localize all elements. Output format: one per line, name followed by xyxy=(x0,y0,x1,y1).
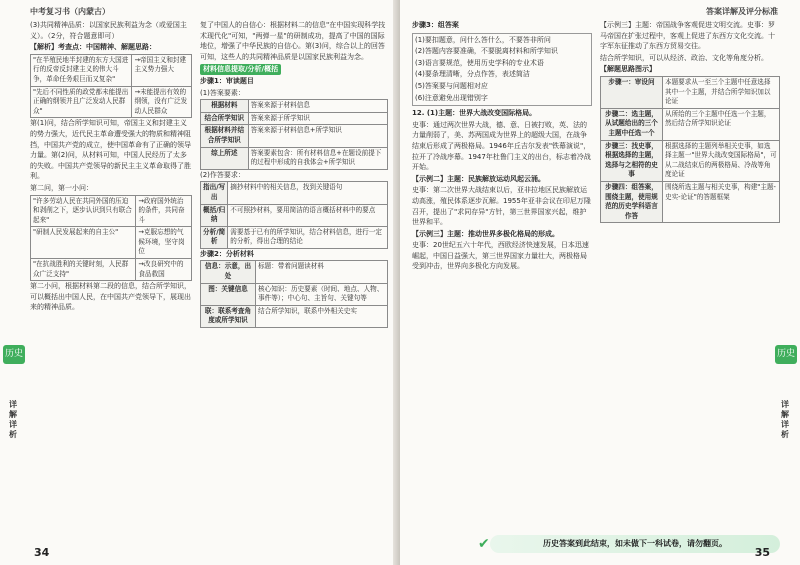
list-item: (6)注意避免出现错别字 xyxy=(415,93,488,102)
answer-rules-box xyxy=(412,33,592,107)
table-cell: 答案来源于所学知识 xyxy=(248,112,387,125)
table-cell: →未能提出有效的纲领，没有广泛发动人民群众 xyxy=(132,86,192,118)
right-header: 答案详解及评分标准 xyxy=(706,7,778,16)
table-row xyxy=(31,86,192,118)
side-label-right: 详解详析 xyxy=(781,400,789,439)
table-row xyxy=(201,283,388,305)
right-column-1 xyxy=(412,20,592,273)
table-row xyxy=(201,204,388,226)
right-page xyxy=(400,0,800,565)
table-cell: 根据选择的主题列举相关史事，如选择主题一"世界大战改变国际格局"，可从二战结束后的两极格局、冷战等角度论证 xyxy=(663,140,780,181)
table-cell: 从所给的三个主题中任选一个主题，然后结合所学知识论证 xyxy=(663,108,780,140)
table-cell: 根据材料并结合所学知识 xyxy=(201,125,249,147)
table-row xyxy=(31,54,192,86)
table-cell: →政府国外统治的条件，共同奋斗 xyxy=(136,195,192,227)
table-cell: 答案来源于材料信息 xyxy=(248,100,387,113)
table-row xyxy=(201,147,388,169)
paragraph: 复了中国人的自信心：根据材料二的信息"在中国实现科学技术现代化"可知，"两弹一星"的研制成功，提高了中国的国际地位，增强了中华民族的自信心。第(3)问，综合以上的回答可知，这些人的共同精神品质是以国家民族利益为念。 xyxy=(200,21,386,61)
table-cell: 联：联系考查角度或所学知识 xyxy=(201,305,256,327)
left-header: 中考复习书（内蒙古） xyxy=(30,7,110,16)
step-heading: 步骤2：分析材料 xyxy=(200,249,254,258)
end-banner-text: 历史答案到此结束，如未做下一科试卷，请勿翻页。 xyxy=(543,539,727,548)
table-cell: 结合所学知识，联系中外相关史实 xyxy=(256,305,388,327)
table-row xyxy=(201,182,388,204)
analysis-table-1 xyxy=(30,54,192,119)
strategy-heading: 【解题思路图示】 xyxy=(600,65,656,74)
table-cell: 概括/归纳 xyxy=(201,204,228,226)
table-cell: 摘抄材料中的相关信息，找到关键语句 xyxy=(228,182,388,204)
table-cell: 分析/简析 xyxy=(201,226,228,248)
list-item: (3)语言要规范，使用历史学科的专业术语 xyxy=(415,58,544,67)
table-cell: →帝国主义和封建主义势力强大 xyxy=(132,54,192,86)
example-heading: 【示例二】主题：民族解放运动风起云涌。 xyxy=(412,174,545,183)
table-row xyxy=(201,261,388,283)
check-icon: ✔ xyxy=(478,536,490,552)
paragraph: 第(1)问，结合所学知识可知，帝国主义和封建主义的势力强大，近代民主革命遭受强大的物质和精神阻挡，中国共产党的成立，使中国革命有了正确的领导力量。第(2)问，从材料可知，中国人民经历了太多的失败。中国共产党领导的新民主主义革命取得了胜利。 xyxy=(30,119,191,181)
example-heading: 【示例三】主题：推动世界多极化格局的形成。 xyxy=(412,229,559,238)
list-item: (4)要条理清晰，分点作答，表述简洁 xyxy=(415,70,530,79)
analysis-heading: 【解析】考查点：中国精神、解题思路： xyxy=(30,43,156,52)
table-cell: →改良研究中的食品救国 xyxy=(136,259,192,281)
page-number-right: 35 xyxy=(754,546,770,559)
table-cell: 步骤二：选主题，从试题给出的三个主题中任选一个 xyxy=(601,108,663,140)
table-row xyxy=(601,181,780,222)
table-cell: 根据材料 xyxy=(201,100,249,113)
table-row xyxy=(601,108,780,140)
paragraph: 第二小问，根据材料第二段的信息，结合所学知识，可以概括出中国人民，在中国共产党领导下，展现出来的精神品质。 xyxy=(30,282,191,312)
table-cell: 答案来源于材料信息+所学知识 xyxy=(248,125,387,147)
table-row xyxy=(201,100,388,113)
paragraph: 【示例三】主题：帝国战争客观促进文明交流。史事：罗马帝国在扩张过程中，客观上促进了东西方文化交流。十字军东征推动了东西方贸易交往。 xyxy=(600,21,775,51)
table-cell: "先后不同性质的政党都未能提出正确的纲领并且广泛发动人民群众" xyxy=(31,86,132,118)
table-cell: 本题要求从一至三个主题中任意选择其中一个主题，并结合所学知识加以论证 xyxy=(663,76,780,108)
table-cell: "在半殖民地半封建的东方大国进行的反帝反封建主义的伟大斗争，革命任务艰巨而又复杂" xyxy=(31,54,132,86)
right-column-2 xyxy=(600,20,780,223)
step-heading: 步骤3：组答案 xyxy=(412,21,459,29)
paragraph: 第二问，第一小问： xyxy=(30,183,93,192)
left-column-1 xyxy=(30,20,192,314)
table-cell: 图：关键信息 xyxy=(201,283,256,305)
analysis-table-2 xyxy=(30,195,192,282)
side-label-left: 详解详析 xyxy=(9,400,17,439)
page-number-left: 34 xyxy=(34,546,50,559)
table-cell: "研制人民发展起来的自主公" xyxy=(31,227,136,259)
table-row xyxy=(201,125,388,147)
subject-tab-left: 历史 xyxy=(3,345,25,364)
table-cell: 答案要素包含：所有材料信息+在题设前提下的过程中形成的自我体会+所学知识 xyxy=(248,147,387,169)
end-banner xyxy=(478,535,780,553)
paragraph: 史事：20世纪五六十年代，西欧经济快速发展，日本迅速崛起，中国日益强大，第三世界国家力量壮大，两极格局受到冲击，世界向多极化方向发展。 xyxy=(412,241,589,271)
table-cell: →克服忘想的气候环境，坚守岗位 xyxy=(136,227,192,259)
task-tag: 材料信息提取/分析/概括 xyxy=(200,64,281,75)
step-heading: 步骤1：审读题目 xyxy=(200,76,254,85)
paragraph: 结合所学知识，可以从经济、政治、文化等角度分析。 xyxy=(600,53,768,62)
paragraph: 史事：第二次世界大战结束以后，亚非拉地区民族解放运动高涨，殖民体系逐步瓦解。1955年亚非会议在印尼万隆召开，提出了"求同存异"方针，第三世界国家兴起，维护世界和平。 xyxy=(412,186,591,227)
sub-heading: (1)答案要素： xyxy=(200,88,245,97)
table-cell: 步骤一：审设问 xyxy=(601,76,663,108)
answer-line: (3)共同精神品质：以国家民族利益为念（或爱国主义）。（2分，符合题意即可） xyxy=(30,21,187,40)
answer-elements-table xyxy=(200,99,388,170)
left-column-2 xyxy=(200,20,388,328)
table-cell: 指出/写出 xyxy=(201,182,228,204)
table-cell: 围绕所选主题与相关史事，构建"主题-史实-论证"的答题框架 xyxy=(663,181,780,222)
paragraph: 史事：通过两次世界大战，德、意、日被打败，英、法的力量削弱了，美、苏两国成为世界上的超级大国，在战争结束后形成了两极格局。1946年丘吉尔发表"铁幕演说"，拉开了冷战序幕。1947年杜鲁门主义的出台，标志着冷战开始。 xyxy=(412,120,591,172)
table-cell: 步骤三：找史事，根据选择的主题，选择与之相符的史事 xyxy=(601,140,663,181)
subject-tab-right: 历史 xyxy=(775,345,797,364)
table-cell: 需要基于已有的所学知识，结合材料信息，进行一定的分析，得出合理的结论 xyxy=(228,226,388,248)
table-cell: 标题：带着问题读材料 xyxy=(256,261,388,283)
table-cell: 步骤四：组答案，围绕主题，使用规范的历史学科语言作答 xyxy=(601,181,663,222)
table-cell: 综上所述 xyxy=(201,147,249,169)
list-item: (5)答案要与问题相对应 xyxy=(415,81,488,90)
table-row xyxy=(601,140,780,181)
requirements-table xyxy=(200,181,388,249)
table-row xyxy=(601,76,780,108)
table-cell: 结合所学知识 xyxy=(201,112,249,125)
list-item: (1)要扣题意，问什么答什么，不要答非所问 xyxy=(415,35,551,44)
list-item: (2)答题内容要准确，不要脱离材料和所学知识 xyxy=(415,47,558,56)
table-row xyxy=(201,226,388,248)
table-row xyxy=(31,227,192,259)
table-row xyxy=(31,259,192,281)
sub-heading: (2)作答要求： xyxy=(200,170,245,179)
table-row xyxy=(201,305,388,327)
table-cell: 信息：示意，出处 xyxy=(201,261,256,283)
table-row xyxy=(31,195,192,227)
table-cell: "许多劳动人民在共同外国的压迫和剥削之下，逐步认识到只有联合起来" xyxy=(31,195,136,227)
analysis-steps-table xyxy=(200,260,388,328)
table-row xyxy=(201,112,388,125)
table-cell: 不可照抄材料，要用简洁的语言概括材料中的要点 xyxy=(228,204,388,226)
table-cell: 核心知识：历史要素（时间、地点、人物、事件等）；中心句、主旨句、关键句等 xyxy=(256,283,388,305)
question-12-title: 12. (1)主题：世界大战改变国际格局。 xyxy=(412,109,537,118)
table-cell: "在抗战胜利的关键时刻，人民群众广泛支持" xyxy=(31,259,136,281)
strategy-table xyxy=(600,76,780,223)
